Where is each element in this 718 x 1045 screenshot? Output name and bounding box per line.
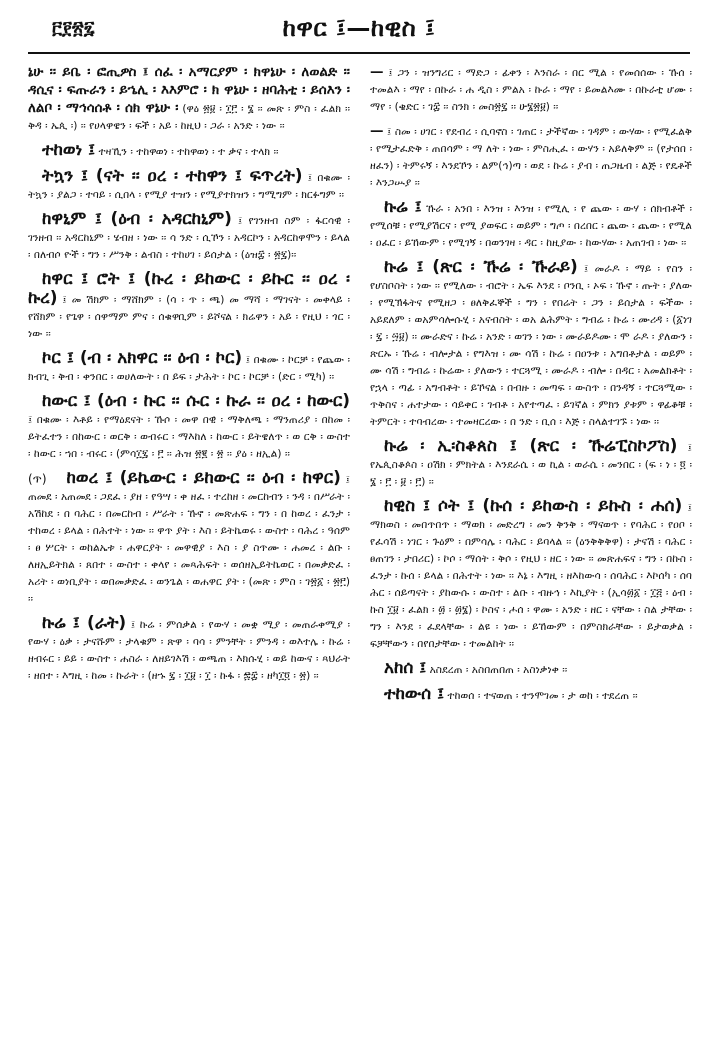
definition-text: (ዋዕ ፳፱ ፡ ፲፫ ፡ ፮ ፡፡ መጽ ፡ ምስ ፡ ፈልክ ፡፡ ቅዳ ፡ ኤጲ ፡) ፡፡ የሀላዋዌን ፡ ፍች ፡ አይ ፡ ከዚህ ፡ ጋራ ፡ አንድ ፡ ነው ፡፡ (28, 103, 350, 132)
definition-text: ኹራ ፡ አንበ ፡ እንዝ ፡ እንዝ ፡ የሚሊ ፡ የ ጨው ፡ ውሃ ፡ ሰክብቶች ፡ የሚሰቹ ፡ የሚያሽርና ፡ የሚ ያወፍር ፡ ወይም ፡ ግጦ ፡ በረበር ፡ ጨው ፡ ጨው ፡ የሚል ፡ ዐፈር ፡ ይኸውም ፡ የሚገኝ ፡ በወንገዛ ፡ ዳር ፡ ከዚያው ፡ ከውሃው ፡ አጠገብ ፡ ነው ፡፡ (370, 203, 692, 249)
page-number: ፫፻፳፯ (52, 18, 95, 39)
dictionary-entry (28, 168, 350, 204)
headword: ከውር ፤ (ዕብ ፡ ኩር ፡፡ ሱር ፡ ኩራ ፡፡ ዐረ ፡ ከውር) (42, 391, 350, 411)
dictionary-entry (370, 498, 692, 653)
definition-text: ፤ ማክወስ ፡ መበጥበጥ ፡ ማወክ ፡ መድረግ ፡ መን ቅንቅ ፡ ማናወጥ ፡ የባሕር ፡ የዐቦ ፡ የፈሳሽ ፡ ነገር ፡ ጉዕም ፡ በምሳሌ ፡ ባሕር ፡ ይባላል ፡፡ (ዕንቅቅቅዋ) ፡ ታናሽ ፡ ባሕር ፡ ፀጠገን ፡ ታበሪር) ፡ ኮሶ ፡ ማሰት ፡ ቅሶ ፡ የዚህ ፡ ዘር ፡ ነው ፡፡ መጽሐፍና ፡ ግን ፡ በኩስ ፡ ፈንታ ፡ ኩሰ ፡ ይላል ፡ በሕተት ፡ ነው ፡፡ እኔ ፡ እግዚ ፡ ዘእከውሳ ፡ ሰባሕር ፡ እኮሰካ ፡ ሰባ ሕር ፡ ሰይጣናት ፡ ያከውሱ ፡ ውስተ ፡ ልቡ ፡ ብዙኅ ፡ እኪያት ፡ (ኢሳ፴፩ ፡ ፲፭ ፡ ዕብ ፡ ኩስ ፲፱ ፡ ፈልክ ፡ ፴ ፡ ፴፮) ፡ ኮስና ፡ ሖሰ ፡ ዋሙ ፡ አንድ ፡ ዘር ፡ ናቸው ፡ ስል ታቸው ፡ ግን ፡ እንደ ፡ ፈደላቸው ፡ ልዩ ፡ ነው ፡ ይኸውም ፡ በምስክራቸው ፡ ይታወቃል ፡ ፍቻቸውን ፡ በየበታቸው ፡ ተመልከት ፡፡ (370, 502, 692, 650)
definition-text: ፤ በቁሙ ፡ ኮርቻ ፡ የጨው ፡ ክብጊ ፡ ቅብ ፡ ቀንበር ፡ ወሀለውት ፡ በ ይፍ ፡ ታሕት ፡ ኮር ፡ ኮርቻ ፡ (ድር ፡ ሚካ) ፡፡ (28, 354, 350, 383)
headword: ከዊስ ፤ ሶት ፤ (ኩሰ ፡ ይከውስ ፡ ይኩስ ፡ ሐሰ) (384, 496, 683, 516)
page-header (0, 12, 718, 46)
dictionary-entry (370, 199, 692, 252)
dictionary-entry (28, 615, 350, 685)
headword: ኮር ፤ (ብ ፡ አክዋር ፡፡ ዕብ ፡ ኮር) (42, 348, 243, 368)
definition-text: ፤ የገንዘብ ስም ፡ ፋርሳዊ ፡ ገንዘብ ፡፡ አዳርከኒም ፡ ሄብዘ ፡ ነው ፡፡ ሳ ንድ ፡ ሲኾን ፡ አዳርኮን ፡ አዳርከዋሞን ፡ ይላል ፡ በለብሶ ዮች ፡ ግን ፡ ሥንቅ ፡ ልብስ ፡ ተከሀገ ፡ ይሰታል ፡ (ዕዝ፰ ፡ ፳፯)፡፡ (28, 215, 350, 261)
headword: ኩሬ ፡ ኢ፡ስቆጰስ ፤ (ጽር ፡ ኹሬፒስኮፖስ) (384, 436, 678, 456)
definition-text: ፤ በቁሙ ፡ ትኳን ፡ ያልጋ ፡ ተባይ ፡ ሲበላ ፡ የሚያ ተዝን ፡ የሚያተክዝን ፡ ግሚግም ፡ ክርፉግም ፡፡ (28, 172, 350, 201)
dictionary-entry (28, 271, 350, 343)
dictionary-entry (370, 259, 692, 431)
entry-continuation: ኔሁ ፡፡ ይቤ ፡ ፎጢዎስ ፤ ሰፈ ፡ አማርያም ፡ ክዋኔሁ ፡ ለወልድ ፡፡ ዳሲና ፡ ፍጡራን ፡ ይኄሊ ፡ እእምሮ ፡ ክ ዋኔሁ ፡ ዘባሕቲ ፡ ይሰእን ፡ ለልቦ ፡ ማኅሳሰቶ ፡ ሰክ ዋኔሁ ፡ (28, 64, 350, 116)
definition-text: ፤ መራዶ ፡ ማይ ፡ የስን ፡ የሆስቦስት ፡ ነው ፡፡ የሚለው ፡ ብሮት ፡ ኤፍ እንደ ፡ ቦንቢ ፡ ኦፍ ፡ ኹኖ ፡ ጡት ፡ ያለው ፡ የሚኽፋትና የሚዘጋ ፡ ፀለቅፈኞች ፡ ግን ፡ የበሬት ፡ ጋን ፡ ይሰታል ፡ ፍችው ፡ አይደለም ፡ ወአምሳሎሱሂ ፡ አናብስት ፡ ወአ ልሕምት ፡ ግብሬ ፡ ኩሬ ፡ ሙሪዳ ፡ (፩ነገ ፡ ፯ ፡ ፵፱) ፡፡ ሙራድና ፡ ኩሬ ፡ አንድ ፡ ወገን ፡ ነው ፡ ሙራይዶሙ ፡ ሞ ራዶ ፡ ያለውን ፡ ጽርኡ ፡ ኹሬ ፡ ብሎታል ፡ የግእዝ ፡ ሙ ሳሽ ፡ ኩሬ ፡ በዐንቱ ፡ አግበቶታል ፡ ወይም ፡ ሙ ሳሽ ፡ ግብሬ ፡ ኩሬው ፡ ያለውን ፡ ተርጓሚ ፡ ሙራዶ ፡ ብሎ ፡ በዳር ፡ አመልክቶት ፡ የኋላ ፡ ጣፊ ፡ አግብቶት ፡ ይኾናል ፡ በብዙ ፡ መጣፍ ፡ ውስጥ ፡ በንዳኝ ፡ ተርጓሚው ፡ ጥቅስና ፡ ሐተታው ፡ ሳይቀር ፡ ገብቶ ፡ አየተጣፈ ፡ ይገኛል ፡ ምክን ያቱም ፡ ዋፊቆቹ ፡ ትምርት ፡ ተባብረው ፡ ተመዛርረው ፡ በ ንድ ፡ ቢሰ ፡ እጅ ፡ ስላልተገኙ ፡ ነው ፡፡ (370, 263, 692, 428)
headword: ትኳን ፤ (ናት ፡፡ ዐረ ፡ ተከዋን ፤ ፍጥረት) (42, 166, 303, 186)
definition-text: ፤ ጋን ፡ ዝንግሪር ፡ ማድጋ ፡ ፊቀን ፡ እንስራ ፡ በር ሚል ፡ የመሰሰው ፡ ኹሰ ፡ ተመልእ ፡ ማየ ፡ በኩራ ፡ ሐ ዲስ ፡ ምልአ ፡ ኩራ ፡ ማየ ፡ ይመልእሙ ፡ በኩራቲ ሆሙ ፡ ማየ ፡ (ቄድር ፡ ገ፰ ፡፡ ስንክ ፡ መስ፳፯ ፡፡ ሁ፮፳፱) ፡፡ (370, 67, 692, 113)
headword: ከዋኒም ፤ (ዕብ ፡ አዳርከኒም) (42, 209, 232, 229)
dictionary-entry (28, 211, 350, 264)
definition-text: ፤ የኤጲስቆጶስ ፡ ዐሽክ ፡ ምክትል ፡ እንደራሴ ፡ ወ ኪል ፡ ወራሴ ፡ መንበር ፡ (ፍ ፡ ነ ፡ ፬ ፡ ፮ ፡ ፫ ፡ ፱ ፡ ፫) ፡፡ (370, 442, 692, 488)
dictionary-entry (370, 123, 692, 192)
definition-text: ፤ ስመ ፡ ሀገር ፡ የደብረ ፡ ሲባኖስ ፡ ገጠር ፡ ታችኛው ፡ ገዳም ፡ ውሃው ፡ የሚፈልቅ ፡ የሚታፈድቅ ፡ ጠበሳም ፡ ማ ለት ፡ ነው ፡ ምስሒፈ ፡ ውሃን ፡ አይለቅም ፡፡ (የታሰበ ፡ ዘፈን) ፡ ትምሩኝ ፡ እንደኾን ፡ ልም(ኅ)ጣ ፡ ወደ ፡ ኩሬ ፡ ያብ ፡ ጠጋዜብ ፡ ልጅ ፡ የዴቶች ፡ እንጋሡያ ፡፡ (370, 126, 692, 189)
dictionary-entry (28, 350, 350, 386)
headword: ተከወነ ፤ (42, 140, 96, 160)
headword: ኩሬ ፤ (ጽር ፡ ኹሬ ፡ ኹራይ) (384, 257, 578, 277)
dictionary-entry (28, 393, 350, 463)
entry-marker: (ጥ) (28, 472, 47, 486)
running-head: ከዋር ፤—ከዊስ ፤ (282, 14, 436, 42)
dictionary-entry (370, 660, 692, 679)
headword: ከወረ ፤ (ይኬውር ፡ ይከውር ፡፡ ዕብ ፡ ከዋር) (66, 468, 341, 488)
right-column (370, 64, 692, 1027)
entry-continuation: — (370, 64, 384, 80)
dictionary-entry (370, 438, 692, 491)
headword: ከዋር ፤ ሮት ፤ (ኩረ ፡ ይከውር ፡ ይኩር ፡፡ ዐረ ፡ ኩረ) (28, 269, 350, 308)
definition-text: ተዛኺን ፡ ተከዋወነ ፡ ተከዋወነ ፡ ተ ቃና ፡ ተላክ ፡፡ (98, 146, 279, 158)
dictionary-entry (28, 142, 350, 161)
definition-text: አስደረጠ ፡ አስበጠበጠ ፡ አስነቃነቀ ፡፡ (429, 664, 568, 676)
dictionary-entry (370, 686, 692, 705)
headword: ኩሬ ፤ (384, 197, 422, 217)
dictionary-entry (370, 64, 692, 116)
definition-text: ፤ ጠመደ ፡ አጠመደ ፡ ጋደፈ ፡ ያዘ ፡ የዓሣ ፡ ቀ ዘፈ ፡ ተረከዘ ፡ መርከብን ፡ ንዳ ፡ በሥራት ፡ አሽከደ ፡ በ ባሕር ፡ በመርከብ ፡ ሥራት ፡ ኹኖ ፡ መጽሐፍ ፡ ግን ፡ በ ከወረ ፡ ፈንታ ፡ ተከወረ ፡ ይላል ፡ በሕተት ፡ ነው ፡፡ ዋጥ ያት ፡ እስ ፡ ይትኬወሩ ፡ ውስተ ፡ ባሕረ ፡ ዓሰም ፡ ፀ ሦርት ፡ ወከልኤቱ ፡ ሐዋርያት ፡ መዋዊያ ፡ እስ ፡ ያ ስጥሙ ፡ ሐመረ ፡ ልቡ ፡ ለዘኢይትክል ፡ ጸበተ ፡ ውስተ ፡ ቀላየ ፡ መጻሕፍት ፡ ወሰዘኢይትኬወር ፡ በመቃድፈ ፡ አሪት ፡ ወነቢያት ፡ ወበመቃድፈ ፡ ወንጌል ፡ ወሐዋር ያት ፡ (መጽ ፡ ምስ ፡ ገ፳፩ ፡ ፳፫) ፡፡ (28, 474, 350, 605)
dictionary-entry (28, 470, 350, 608)
definition-text: ተከወሰ ፡ ተናወጠ ፡ ተንሞገመ ፡ ታ ወከ ፡ ተደረጠ ፡፡ (447, 690, 638, 702)
header-rule (28, 52, 690, 54)
headword: ተከውሰ ፤ (384, 684, 445, 704)
headword: ኩሬ ፤ (ራት) (42, 613, 127, 633)
headword: አከሰ ፤ (384, 658, 427, 678)
left-column (28, 64, 350, 1027)
entry-continuation: — (370, 123, 384, 139)
dictionary-entry (28, 64, 350, 135)
definition-text: ፤ መ ሽክም ፡ ማሸክም ፡ (ሳ ፡ ጥ ፡ ጫ) መ ማሻ ፡ ማገናት ፡ መቀላይ ፡ የሸክም ፡ የጌዋ ፡ ሰዋማም ምና ፡ ሰቁዋቢም ፡ ይሾናል ፡ ክሬዋን ፡ አይ ፡ የዚህ ፡ ጎር ፡ ነው ፡፡ (28, 294, 350, 340)
definition-text: ፤ ኩሬ ፡ ምሰቃል ፡ የውሃ ፡ መቋ ሚያ ፡ መጠራቀሚያ ፡ የውሃ ፡ ዕቃ ፡ ታናሹም ፡ ታላቁም ፡ ጽዋ ፡ ባሳ ፡ ምንቸት ፡ ምንዳ ፡ ወእተሌ ፡ ኩሬ ፡ ዘብሩር ፡ ይይ ፡ ውስተ ፡ ሐስራ ፡ ለዘይገእሽ ፡ ወጫጠ ፡ እክሱሂ ፡ ወይ ከውና ፡ ጻህራት ፡ ዘበተ ፡ እግዚ ፡ ከመ ፡ ኩራት ፡ (ዘኁ ፯ ፡ ፲፱ ፡ ፲ ፡ ኩፋ ፡ ፷፰ ፡ ዘካ፲፬ ፡ ፳) ፡፡ (28, 619, 350, 682)
definition-text: ፤ በቁሙ ፡ እቶይ ፡ የማዕደናት ፡ ኹሶ ፡ መዋ በዊ ፡ ማቅለጫ ፡ ማንጠሪያ ፡ በከመ ፡ ይትፈተን ፡ በከውር ፡ ወርቅ ፡ ወብሩር ፡ ማእከለ ፡ ከውር ፡ ይትዌለጥ ፡ ወ ርቅ ፡ ውስተ ፡ ከውር ፡ ኀበ ፡ ብሩር ፡ (ምሳ፲፯ ፡ ፫ ፡፡ ሕዝ ፳፪ ፡ ፳ ፡፡ ያዕ ፡ ዘኢል) ፡፡ (28, 414, 350, 460)
